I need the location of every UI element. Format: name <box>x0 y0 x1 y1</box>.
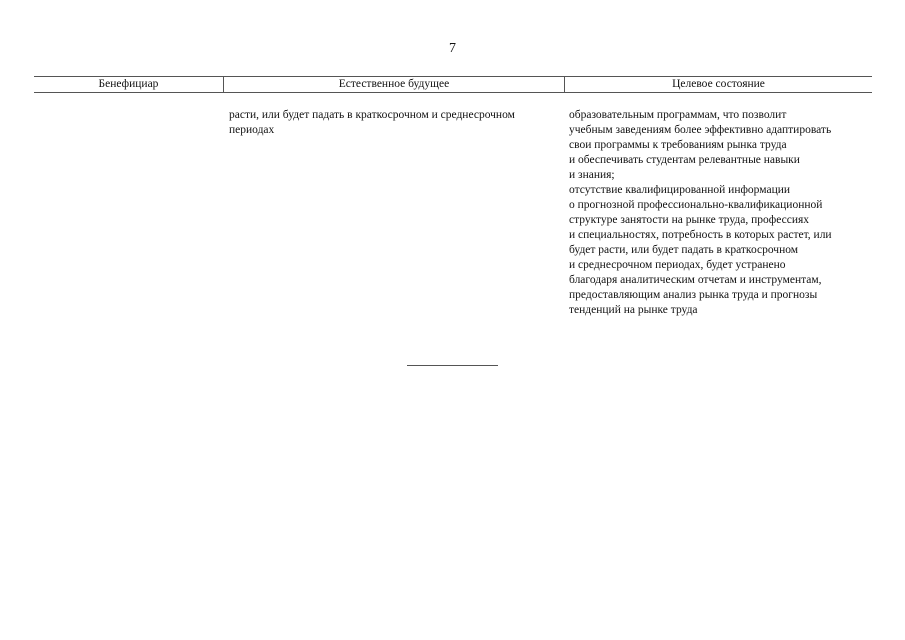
header-beneficiary: Бенефициар <box>98 78 159 90</box>
page-number: 7 <box>449 41 456 56</box>
cell-natural-future: расти, или будет падать в краткосрочном и среднесрочном периодах <box>229 109 515 136</box>
header-natural-future: Естественное будущее <box>223 77 565 92</box>
cell-target-state: образовательным программам, что позволит учебным заведениям более эффективно адаптировать свои программы к требованиям рынка труда и обеспечивать студентам релевантные навыки и знания; отсутствие квалифицированной информации о прогнозной профессионально-квалификационной структуре занятости на рынке труда, профессиях и специальностях, потребность в которых растет, или будет расти, или будет падать в краткосрочном и среднесрочном периодах, будет устранено благодаря аналитическим отчетам и инструментам, предоставляющим анализ рынка труда и прогнозы тенденций на рынке труда <box>569 109 832 316</box>
end-of-document-rule <box>407 365 498 366</box>
header-target-state: Целевое состояние <box>672 78 765 90</box>
table-header <box>34 76 872 93</box>
